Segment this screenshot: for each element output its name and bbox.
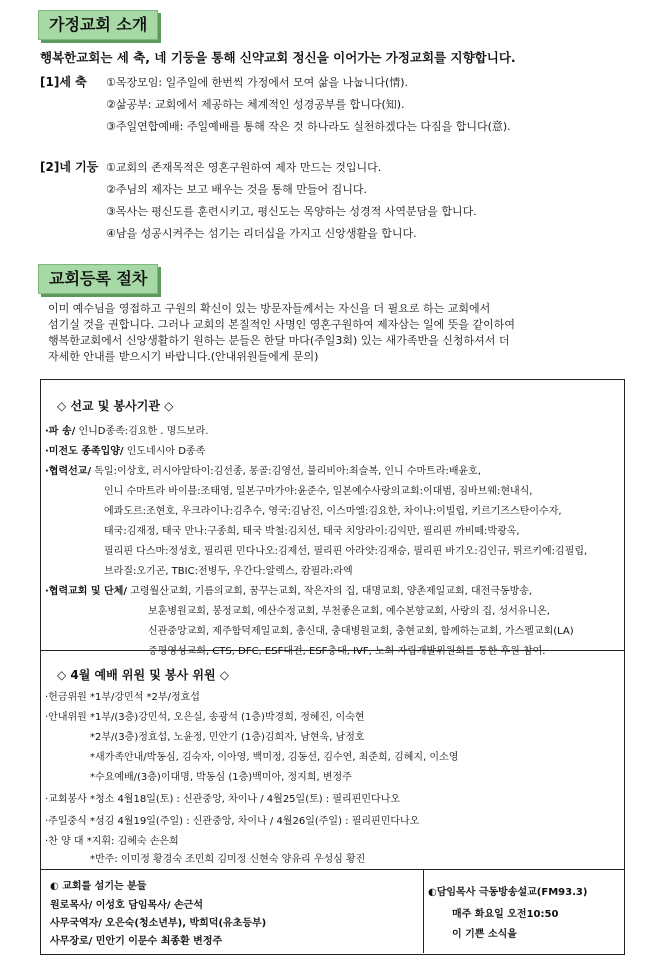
section-header-registration: 교회등록 절차	[38, 264, 158, 294]
pillar-line: ②주님의 제자는 보고 배우는 것을 통해 만들어 집니다.	[106, 183, 367, 196]
worship-line: ·헌금위원 *1부/강민석 *2부/정효섭	[45, 692, 200, 703]
registration-text: 자세한 안내를 받으시기 바랍니다.(안내위원들에게 문의)	[48, 350, 319, 363]
mission-line: ·미전도 종족입양/ 인도네시아 D종족	[45, 446, 206, 457]
footer-right-title: ◐담임목사 극동방송설교(FM93.3)	[428, 887, 588, 898]
registration-text: 이미 예수님을 영접하고 구원의 확신이 있는 방문자들께서는 자신을 더 필요로 하는 교회에서	[48, 302, 491, 315]
mission-line: 필리핀 다스마:정성호, 필리핀 민다나오:김제선, 필리핀 아라얏:김재승, 필리핀 바기오:김인규, 튀르키예:김필립,	[104, 546, 588, 557]
worship-line: *2부/(3층)정효섭, 노윤정, 민안기 (1층)김희자, 남현욱, 남정호	[90, 732, 365, 743]
footer-divider	[423, 869, 424, 953]
pillars-label: [2]네 기둥	[40, 160, 99, 174]
registration-text: 행복한교회에서 신앙생활하기 원하는 분들은 한달 마다(주일3회) 있는 새가족반을 신청하셔서 더	[48, 334, 510, 347]
mission-line: 에콰도르:조현호, 우크라이나:김추수, 영국:김남진, 이스마엘:김요한, 차이나:이빌립, 키르기즈스탄이수자,	[104, 506, 562, 517]
intro-subtitle: 행복한교회는 세 축, 네 기둥을 통해 신약교회 정신을 이어가는 가정교회를 지향합니다.	[40, 50, 516, 65]
mission-line: 보훈병원교회, 봉정교회, 예산수정교회, 부천좋은교회, 예수본향교회, 사랑의 집, 성서유니온,	[148, 606, 550, 617]
mission-line: ·파 송/ 인니D종족:김요한 . 명드보라.	[45, 426, 209, 437]
pillar-line: ①교회의 존재목적은 영혼구원하여 제자 만드는 것입니다.	[106, 161, 382, 174]
mission-line: 태국:김재정, 태국 만나:구종희, 태국 박철:김치선, 태국 치앙라이:김익만, 필리핀 까비떼:박광옥,	[104, 526, 520, 537]
worship-line: *수요예배/(3층)이대명, 박동심 (1층)백미아, 정지희, 변정주	[90, 772, 352, 783]
footer-left-line: 사무국역자/ 오은숙(청소년부), 박희덕(유초등부)	[50, 918, 267, 929]
pillar-line: ③목사는 평신도를 훈련시키고, 평신도는 목양하는 성경적 사역분담을 합니다.	[106, 205, 477, 218]
mission-line: ·협력교회 및 단체/ 고령월산교회, 기름의교회, 꿈꾸는교회, 작은자의 집, 대명교회, 양촌제일교회, 대전극동방송,	[45, 586, 533, 597]
mission-line: ·협력선교/ 독일:이상호, 러시아알타이:김선종, 몽골:김영선, 불리비아:최슬복, 인니 수마트라:배윤호,	[45, 466, 482, 477]
worship-line: ·주일중식 *섬김 4월19일(주일) : 신관중앙, 차이나 / 4월26일(주일) : 필리핀민다나오	[45, 816, 420, 827]
worship-line: ·교회봉사 *청소 4월18일(토) : 신관중앙, 차이나 / 4월25일(토) : 필리핀민다나오	[45, 794, 401, 805]
footer-right-line: 이 기쁜 소식을	[452, 929, 517, 940]
worship-line: *반주: 이미정 황경숙 조민희 김미정 신현숙 양유리 우성심 황진	[90, 854, 366, 865]
mission-line: 증평영성교회, CTS, DFC, ESF대전, ESF충대, IVF, 노회 자립개발위원회를 통한 후원 참여.	[148, 646, 546, 657]
axes-label: [1]세 축	[40, 75, 87, 89]
mission-line: 신관중앙교회, 제주함덕제일교회, 총신대, 충대병원교회, 충현교회, 함께하는교회, 가스펠교회(LA)	[148, 626, 574, 637]
mission-title: ◇ 선교 및 봉사기관 ◇	[57, 399, 174, 413]
footer-left-title: ◐ 교회를 섬기는 분들	[50, 881, 147, 892]
footer-left-line: 원로목사/ 이성호 담임목사/ 손근석	[50, 900, 203, 911]
worship-title: ◇ 4월 예배 위원 및 봉사 위원 ◇	[57, 668, 229, 682]
section-header-intro: 가정교회 소개	[38, 10, 158, 40]
footer-right-line: 매주 화요일 오전10:50	[452, 909, 559, 920]
axes-line: ②삶공부: 교회에서 제공하는 체계적인 성경공부를 합니다(知).	[106, 98, 405, 111]
axes-line: ①목장모임: 일주일에 한번씩 가정에서 모여 삶을 나눕니다(情).	[106, 76, 409, 89]
mission-line: 인니 수마트라 바이블:조태영, 일본구마가야:윤준수, 일본예수사랑의교회:이대범, 짐바브웨:현내식,	[104, 486, 533, 497]
registration-text: 섬기실 것을 권합니다. 그러나 교회의 본질적인 사명인 영혼구원하여 제자삼는 일에 뜻을 같이하여	[48, 318, 515, 331]
worship-line: *새가족안내/박동심, 김숙자, 이아영, 백미정, 김동선, 김수연, 최준희, 김혜지, 이소영	[90, 752, 459, 763]
axes-line: ③주일연합예배: 주일예배를 통해 작은 것 하나라도 실천하겠다는 다짐을 합니다(意).	[106, 120, 511, 133]
worship-line: ·안내위원 *1부/(3층)강민석, 오은실, 송광석 (1층)박경희, 정혜진, 이숙현	[45, 712, 365, 723]
pillar-line: ④남을 성공시켜주는 섬기는 리더십을 가지고 신앙생활을 합니다.	[106, 227, 417, 240]
footer-left-line: 사무장로/ 민안기 이문수 최종환 변정주	[50, 936, 223, 947]
worship-line: ·찬 양 대 *지휘: 김혜숙 손은희	[45, 836, 179, 847]
mission-line: 브라질:오기곤, TBIC:전병두, 우간다:알렉스, 캄필라:라엑	[104, 566, 353, 577]
